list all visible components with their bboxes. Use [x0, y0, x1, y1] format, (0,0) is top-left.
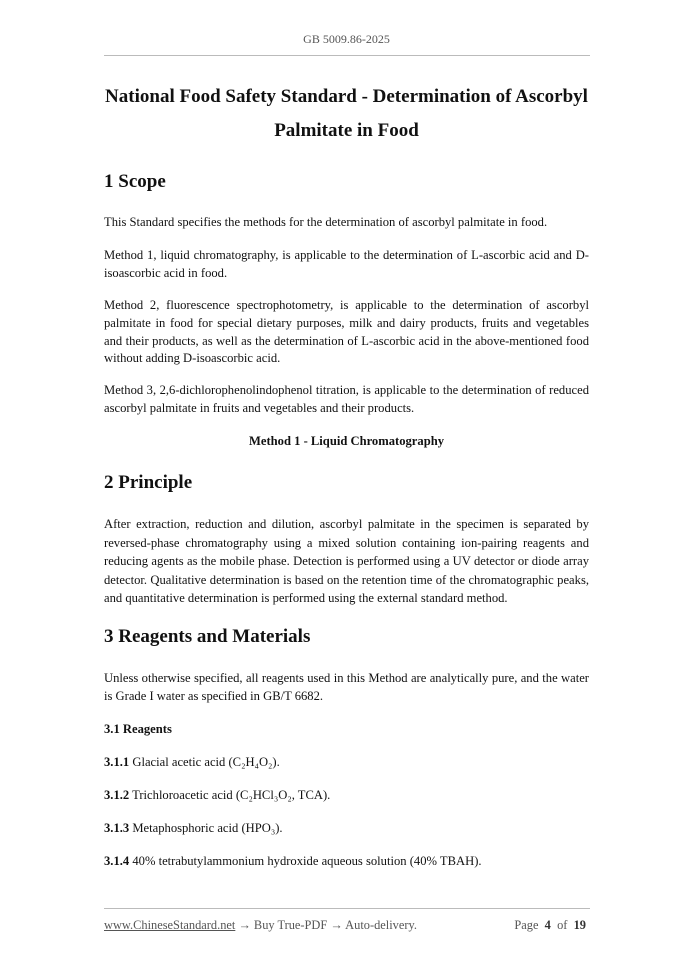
- reagent-item: [104, 754, 589, 772]
- footer-divider: [104, 908, 590, 909]
- item-number: 3.1.3: [104, 821, 130, 835]
- footer-promo: [104, 918, 417, 933]
- item-text: 40% tetrabutylammonium hydroxide aqueous solution (40% TBAH).: [132, 854, 482, 868]
- page-label: Page: [514, 918, 539, 932]
- paragraph: Method 1, liquid chromatography, is applicable to the determination of L-ascorbic acid and D-isoascorbic acid in food.: [104, 248, 589, 280]
- paragraph: Method 3, 2,6-dichlorophenolindophenol titration, is applicable to the determination of reduced ascorbyl palmitate in fruits and vegetables and their products.: [104, 383, 589, 415]
- promo-text: → Buy True-PDF → Auto-delivery.: [235, 918, 417, 932]
- reagent-item: [104, 820, 589, 838]
- paragraph: Unless otherwise specified, all reagents used in this Method are analytically pure, and the water is Grade I water as specified in GB/T 6682.: [104, 671, 589, 703]
- item-number: 3.1.1: [104, 755, 130, 769]
- method-heading: Method 1 - Liquid Chromatography: [249, 434, 444, 448]
- footer: [104, 918, 586, 933]
- website-link[interactable]: www.ChineseStandard.net: [104, 918, 236, 932]
- paragraph: Method 2, fluorescence spectrophotometry, is applicable to the determination of ascorbyl palmitate in food for special dietary purposes, milk and dairy products, fruits and vegetables and their products, as well as the determination of L-ascorbic acid in the above-mentioned food without adding D-isoascorbic acid.: [104, 298, 589, 366]
- running-header: GB 5009.86-2025: [303, 32, 390, 46]
- page-number: [514, 918, 586, 933]
- item-number: 3.1.2: [104, 788, 130, 802]
- section-heading-scope: 1 Scope: [104, 171, 166, 192]
- document-title: National Food Safety Standard - Determination of Ascorbyl Palmitate in Food: [105, 86, 588, 141]
- item-text: Metaphosphoric acid (HPO₃).: [132, 821, 283, 835]
- section-heading-reagents: 3 Reagents and Materials: [104, 626, 311, 647]
- section-heading-principle: 2 Principle: [104, 472, 193, 493]
- item-text: Glacial acetic acid (C₂H₄O₂).: [132, 755, 280, 769]
- current-page: 4: [544, 918, 551, 932]
- item-number: 3.1.4: [104, 854, 130, 868]
- paragraph: This Standard specifies the methods for the determination of ascorbyl palmitate in food.: [104, 215, 548, 229]
- paragraph: After extraction, reduction and dilution, ascorbyl palmitate in the specimen is separated by reversed-phase chromatography using a mixed solution containing ion-pairing reagents and reducing agents as the mobile phase. Detection is performed using a UV detector or diode array detector. Qualitative determination is based on the retention time of the chromatographic peaks, and quantitative determination is performed using the external standard method.: [104, 517, 589, 605]
- item-text: Trichloroacetic acid (C₂HCl₃O₂, TCA).: [132, 788, 331, 802]
- reagent-item: [104, 787, 589, 805]
- reagent-item: [104, 853, 589, 871]
- total-pages: 19: [573, 918, 586, 932]
- of-label: of: [557, 918, 568, 932]
- header-divider: [104, 55, 590, 56]
- subsection-heading: 3.1 Reagents: [104, 722, 172, 736]
